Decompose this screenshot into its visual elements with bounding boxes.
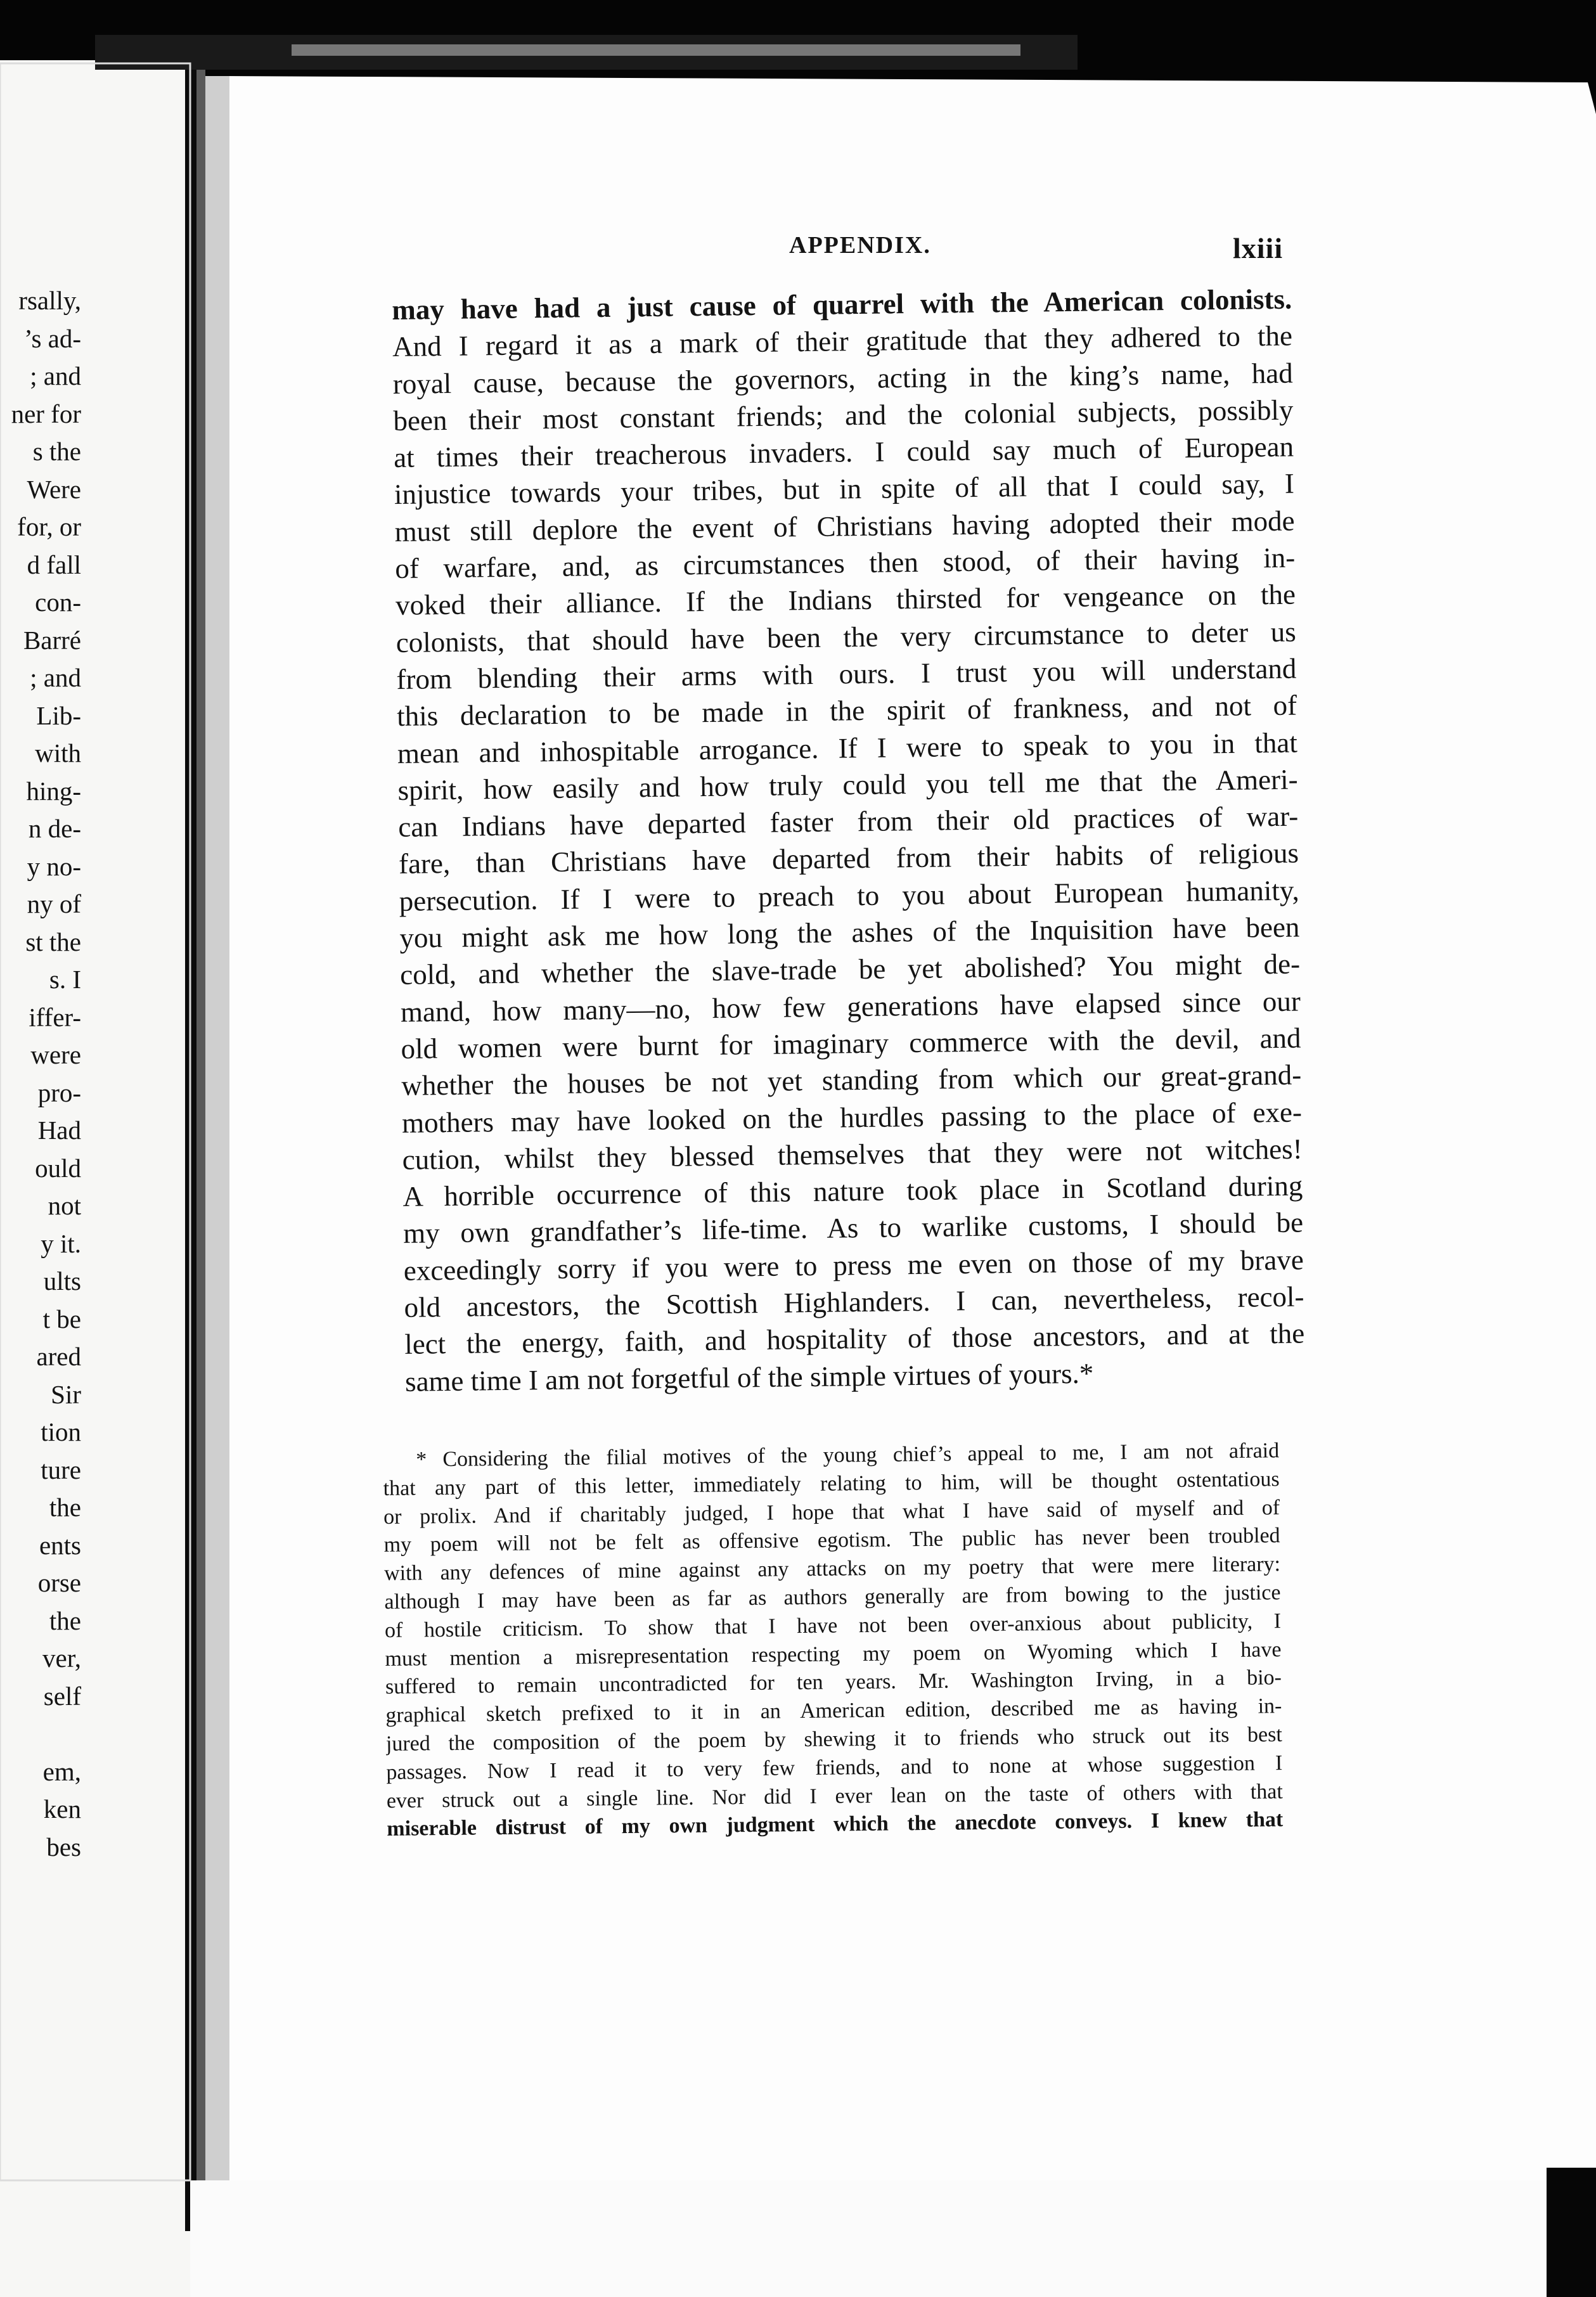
- left-line: were: [30, 1040, 81, 1069]
- page-number: lxiii: [1233, 232, 1284, 264]
- body-line: of warfare, and, as circumstances then stood, of their having in-: [395, 541, 1296, 585]
- footnote: [383, 1437, 1283, 1844]
- left-line: ; and: [30, 361, 81, 390]
- left-line: not: [48, 1191, 81, 1220]
- left-line: Lib-: [36, 700, 81, 730]
- left-line: y no-: [27, 851, 81, 881]
- body-line: mand, how many—no, how few generations have elapsed since our: [400, 985, 1301, 1028]
- left-line: the: [49, 1605, 81, 1635]
- footnote-line: or prolix. And if charitably judged, I hope that what I have said of myself and of: [383, 1495, 1280, 1529]
- left-line: Were: [27, 474, 81, 504]
- running-head: APPENDIX.: [789, 232, 931, 259]
- footnote-line: miserable distrust of my own judgment which the anecdote conveys. I knew that: [387, 1808, 1284, 1841]
- left-line: Had: [37, 1116, 81, 1145]
- footnote-line: suffered to remain uncontradicted for ten years. Mr. Washington Irving, in a bio-: [385, 1666, 1282, 1699]
- left-line: st the: [25, 927, 81, 956]
- left-line: s. I: [49, 965, 81, 994]
- footnote-line: must mention a misrepresentation respecting my poem on Wyoming which I have: [385, 1637, 1282, 1671]
- body-line: can Indians have departed faster from their old practices of war-: [398, 800, 1299, 844]
- body-line: at times their treacherous invaders. I could say much of European: [393, 430, 1294, 474]
- footnote-line: jured the composition of the poem by shewing it to friends who struck out its best: [385, 1723, 1283, 1756]
- body-line: mothers may have looked on the hurdles passing to the place of exe-: [401, 1096, 1303, 1139]
- footnote-line: ever struck out a single line. Nor did I ever lean on the taste of others with that: [386, 1779, 1283, 1813]
- body-line: A horrible occurrence of this nature took place in Scotland during: [402, 1169, 1303, 1213]
- left-line: y it.: [41, 1228, 81, 1258]
- left-line: ture: [41, 1455, 81, 1484]
- body-line: old women were burnt for imaginary commerce with the devil, and: [401, 1022, 1301, 1065]
- left-line: bes: [46, 1832, 81, 1862]
- left-line: con-: [35, 588, 81, 617]
- body-line: must still deplore the event of Christians having adopted their mode: [394, 505, 1295, 548]
- left-line: orse: [37, 1568, 81, 1597]
- left-line: for, or: [17, 512, 81, 541]
- body-line: cold, and whether the slave-trade be yet abolished? You might de-: [399, 948, 1301, 991]
- left-line: [0, 1715, 101, 1753]
- body-line: same time I am not forgetful of the simple virtues of yours.*: [404, 1357, 1094, 1398]
- body-line: spirit, how easily and how truly could you tell me that the Ameri-: [397, 763, 1298, 806]
- body-line: you might ask me how long the ashes of the Inquisition have been: [399, 911, 1300, 954]
- body-line: colonists, that should have been the very circumstance to deter us: [396, 615, 1296, 659]
- body-line: royal cause, because the governors, acting in the king’s name, had: [392, 357, 1293, 400]
- left-line: em,: [42, 1756, 81, 1786]
- body-line: voked their alliance. If the Indians thirsted for vengeance on the: [395, 578, 1296, 622]
- left-line: ults: [43, 1266, 81, 1296]
- left-line: ents: [39, 1530, 81, 1560]
- body-line: may have had a just cause of quarrel with the American colonists.: [392, 283, 1292, 326]
- body-line: this declaration to be made in the spirit of frankness, and not of: [396, 689, 1297, 733]
- footnote-line: that any part of this letter, immediately relating to him, will be thought ostentatious: [383, 1467, 1280, 1500]
- body-line: And I regard it as a mark of their gratitude that they adhered to the: [392, 319, 1293, 363]
- body-line: been their most constant friends; and the colonial subjects, possibly: [393, 394, 1294, 437]
- left-line: ver,: [42, 1644, 81, 1673]
- left-line: pro-: [37, 1078, 81, 1107]
- body-text: [392, 281, 1305, 1400]
- body-line: injustice towards your tribes, but in spite of all that I could say, I: [394, 468, 1295, 511]
- left-line: with: [35, 738, 81, 768]
- left-line: n de-: [28, 814, 81, 843]
- body-line: old ancestors, the Scottish Highlanders. I can, nevertheless, recol-: [404, 1280, 1304, 1323]
- left-line: ny of: [27, 889, 81, 918]
- left-line: self: [43, 1681, 81, 1711]
- left-line: t be: [42, 1304, 81, 1334]
- body-line: my own grandfather’s life-time. As to warlike customs, I should be: [402, 1206, 1304, 1250]
- body-line: mean and inhospitable arrogance. If I were to speak to you in that: [397, 726, 1298, 769]
- left-line: hing-: [26, 776, 81, 806]
- left-line: tion: [41, 1417, 81, 1446]
- footnote-line: * Considering the filial motives of the young chief’s appeal to me, I am not afraid: [416, 1439, 1280, 1472]
- body-line: persecution. If I were to preach to you about European humanity,: [399, 874, 1299, 917]
- left-page-fragments: [0, 282, 101, 1866]
- footnote-line: although I may have been as far as authors generally are from bowing to the justice: [384, 1581, 1281, 1614]
- footnote-line: my poem will not be felt as offensive egotism. The public has never been troubled: [383, 1524, 1280, 1557]
- left-line: ared: [36, 1342, 81, 1371]
- body-line: whether the houses be not yet standing from which our great-grand-: [401, 1058, 1302, 1102]
- left-line: ner for: [11, 399, 81, 428]
- left-line: s the: [32, 437, 81, 466]
- footnote-line: graphical sketch prefixed to it in an American edition, described me as having in-: [385, 1694, 1282, 1728]
- body-line: lect the energy, faith, and hospitality of those ancestors, and at the: [404, 1317, 1305, 1361]
- left-line: ould: [35, 1153, 81, 1183]
- body-line: fare, than Christians have departed from their habits of religious: [398, 837, 1299, 880]
- footnote-line: of hostile criticism. To show that I have not been over-anxious about publicity, I: [384, 1609, 1282, 1642]
- footnote-line: passages. Now I read it to very few friends, and to none at whose suggestion I: [386, 1751, 1283, 1784]
- left-line: ’s ad-: [24, 323, 81, 353]
- left-line: ; and: [30, 663, 81, 692]
- body-line: cution, whilst they blessed themselves that they were not witches!: [402, 1133, 1303, 1176]
- left-line: Sir: [51, 1379, 81, 1409]
- left-line: ken: [43, 1794, 81, 1824]
- footnote-line: with any defences of mine against any attacks on my poetry that were mere literary:: [383, 1552, 1281, 1586]
- body-line: exceedingly sorry if you were to press me even on those of my brave: [403, 1244, 1304, 1287]
- left-line: iffer-: [29, 1002, 81, 1032]
- left-line: Barré: [23, 625, 81, 655]
- body-line: from blending their arms with ours. I trust you will understand: [396, 652, 1297, 695]
- left-line: the: [49, 1493, 81, 1522]
- left-line: d fall: [27, 550, 81, 579]
- left-line: rsally,: [18, 286, 81, 315]
